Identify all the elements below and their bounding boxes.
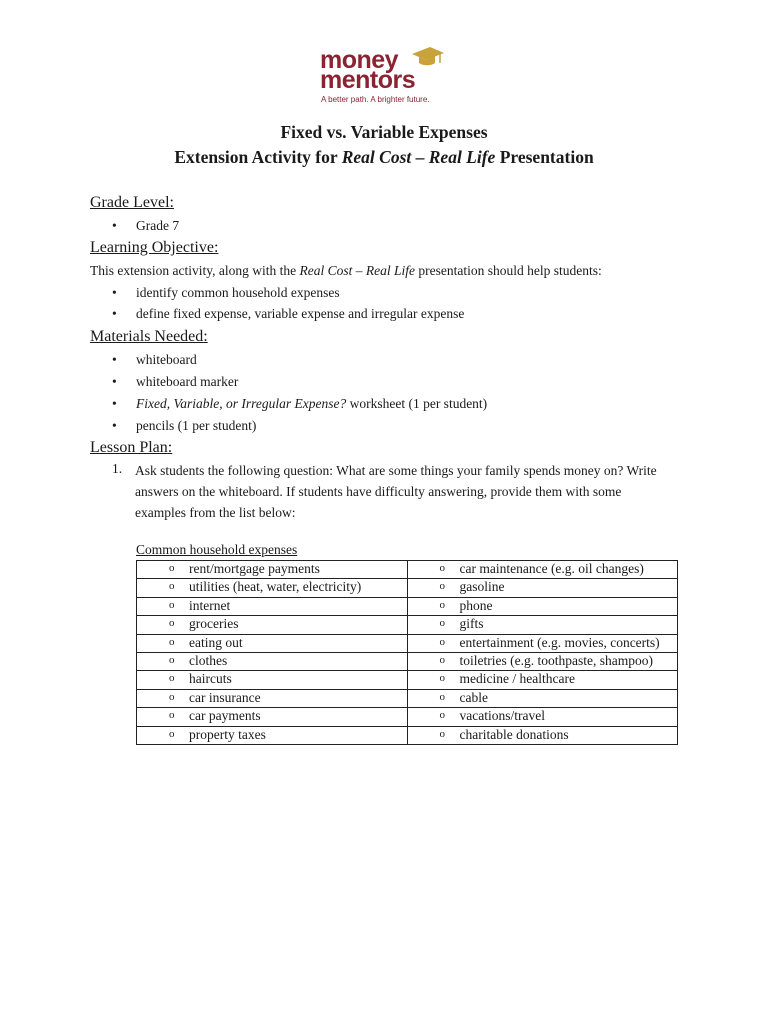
expense-item: entertainment (e.g. movies, concerts) [459, 634, 660, 650]
table-cell [137, 652, 408, 670]
list-marker: o [439, 580, 445, 593]
expense-item: groceries [189, 616, 239, 632]
objective-intro: This extension activity, along with the Real Cost – Real Life presentation should help students: [90, 263, 602, 278]
logo-tagline: A better path. A brighter future. [321, 95, 430, 104]
expense-item: internet [189, 597, 231, 613]
table-cell [407, 671, 678, 689]
lesson-plan-heading: Lesson Plan: [90, 439, 173, 456]
list-marker: o [439, 562, 445, 574]
table-cell [137, 597, 408, 615]
graduation-cap-icon [410, 44, 446, 74]
table-row [137, 652, 678, 670]
expense-item: car maintenance (e.g. oil changes) [459, 561, 644, 576]
list-marker: o [169, 690, 175, 703]
expense-item: property taxes [189, 726, 266, 742]
table-row [137, 671, 678, 689]
table-cell [407, 726, 678, 744]
table-row [137, 561, 678, 579]
list-marker: o [439, 690, 445, 703]
table-cell [137, 561, 408, 579]
list-marker: o [169, 635, 175, 648]
list-marker: o [439, 617, 445, 630]
materials-heading: Materials Needed: [90, 328, 208, 345]
lesson-step-1: Ask students the following question: What are some things your family spends money on? Write answers on the whiteboard. If students have difficulty answering, provide them with some examples from the list below: [135, 463, 657, 520]
table-cell [407, 708, 678, 726]
learning-objective-heading: Learning Objective: [90, 239, 219, 256]
expense-item: vacations/travel [459, 708, 545, 724]
table-row [137, 616, 678, 634]
expense-item: eating out [189, 634, 243, 650]
expenses-table [136, 560, 678, 745]
expense-item: medicine / healthcare [459, 671, 575, 687]
list-marker: o [439, 598, 445, 611]
table-cell [407, 561, 678, 579]
table-cell [137, 726, 408, 744]
list-marker: o [169, 598, 175, 611]
expense-item: toiletries (e.g. toothpaste, shampoo) [459, 652, 653, 668]
expense-item: car insurance [189, 689, 261, 705]
list-marker: o [439, 653, 445, 666]
expense-item: rent/mortgage payments [189, 561, 320, 576]
table-row [137, 708, 678, 726]
expense-item: gifts [459, 616, 484, 632]
document-subtitle: Extension Activity for Real Cost – Real Life Presentation [174, 147, 594, 167]
table-cell [137, 708, 408, 726]
list-marker: o [439, 727, 445, 740]
expense-item: car payments [189, 708, 261, 724]
list-marker: o [169, 562, 175, 574]
table-cell [137, 634, 408, 652]
table-row [137, 634, 678, 652]
money-mentors-logo [318, 44, 458, 108]
expense-item: haircuts [189, 671, 232, 687]
expense-item: gasoline [459, 579, 505, 595]
table-row [137, 726, 678, 744]
table-cell [407, 652, 678, 670]
table-cell [137, 689, 408, 707]
table-cell [407, 616, 678, 634]
step-number: 1. [112, 461, 123, 476]
table-row [137, 579, 678, 597]
expense-item: cable [459, 689, 488, 705]
expenses-caption: Common household expenses [136, 542, 298, 557]
grade-level-heading: Grade Level: [90, 194, 174, 211]
expense-item: charitable donations [459, 726, 569, 742]
list-marker: o [169, 653, 175, 666]
table-cell [407, 689, 678, 707]
logo-word-money: money [320, 46, 399, 74]
table-cell [407, 579, 678, 597]
table-cell [137, 671, 408, 689]
table-cell [137, 579, 408, 597]
list-marker: o [169, 617, 175, 630]
table-cell [407, 597, 678, 615]
table-cell [137, 616, 408, 634]
list-marker: o [169, 672, 175, 685]
list-marker: o [439, 709, 445, 722]
list-marker: o [169, 580, 175, 593]
list-marker: o [169, 709, 175, 722]
list-marker: o [439, 635, 445, 648]
table-row [137, 597, 678, 615]
list-marker: o [439, 672, 445, 685]
expense-item: utilities (heat, water, electricity) [189, 579, 362, 595]
expense-item: clothes [189, 652, 228, 668]
expense-item: phone [459, 597, 493, 613]
document-title: Fixed vs. Variable Expenses [280, 122, 488, 142]
table-row [137, 689, 678, 707]
logo-word-mentors: mentors [320, 66, 416, 94]
list-marker: o [169, 727, 175, 740]
table-cell [407, 634, 678, 652]
